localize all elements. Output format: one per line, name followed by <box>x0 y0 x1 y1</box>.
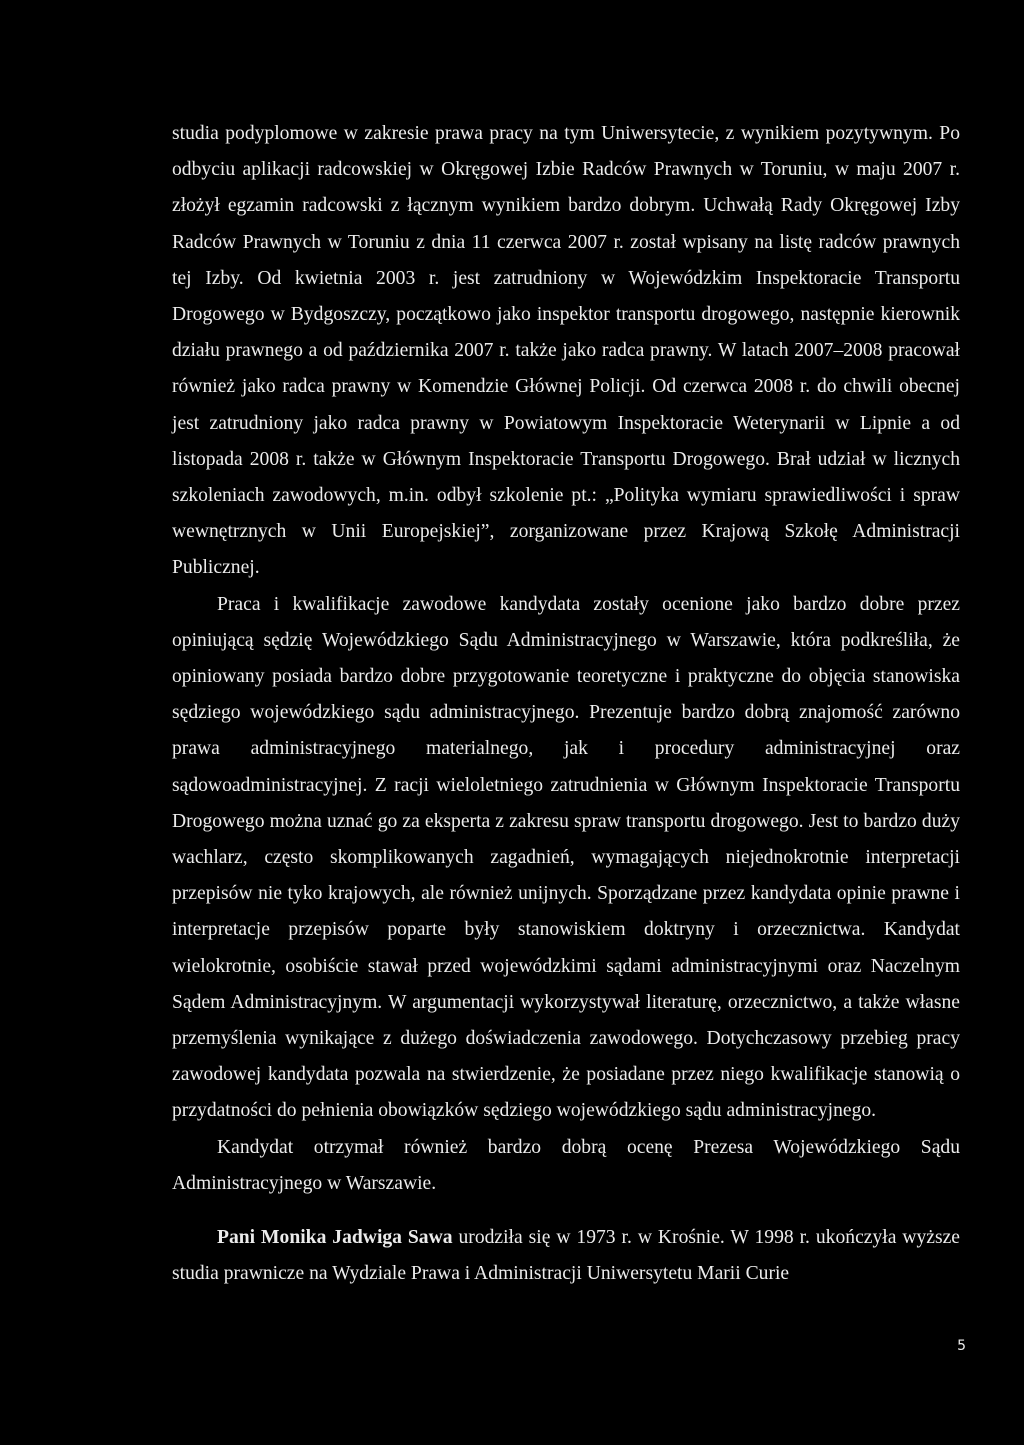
paragraph-president-rating: Kandydat otrzymał również bardzo dobrą ocenę Prezesa Wojewódzkiego Sądu Administracyjnego w Warszawie. <box>172 1136 960 1194</box>
document-page <box>172 116 960 1293</box>
candidate-bio-text: urodziła się w 1973 r. w Krośnie. W 1998 r. ukończyła wyższe studia prawnicze na Wydziale Prawa i Administracji Uniwersytetu Marii Curie <box>172 1227 960 1285</box>
paragraph-career: studia podyplomowe w zakresie prawa pracy na tym Uniwersytecie, z wynikiem pozytywnym. Po odbyciu aplikacji radcowskiej w Okręgowej Izbie Radców Prawnych w Toruniu, w maju 2007 r. złożył egzamin radcowski z łącznym wynikiem bardzo dobrym. Uchwałą Rady Okręgowej Izby Radców Prawnych w Toruniu z dnia 11 czerwca 2007 r. został wpisany na listę radców prawnych tej Izby. Od kwietnia 2003 r. jest zatrudniony w Wojewódzkim Inspektoracie Transportu Drogowego w Bydgoszczy, początkowo jako inspektor transportu drogowego, następnie kierownik działu prawnego a od października 2007 r. także jako radca prawny. W latach 2007–2008 pracował również jako radca prawny w Komendzie Głównej Policji. Od czerwca 2008 r. do chwili obecnej jest zatrudniony jako radca prawny w Powiatowym Inspektoracie Weterynarii w Lipnie a od listopada 2008 r. także w Głównym Inspektoracie Transportu Drogowego. Brał udział w licznych szkoleniach zawodowych, m.in. odbył szkolenie pt.: „Polityka wymiaru sprawiedliwości i spraw wewnętrznych w Unii Europejskiej”, zorganizowane przez Krajową Szkołę Administracji Publicznej. <box>172 123 960 579</box>
page-number: 5 <box>957 1338 966 1354</box>
paragraph-evaluation: Praca i kwalifikacje zawodowe kandydata zostały ocenione jako bardzo dobre przez opiniującą sędzię Wojewódzkiego Sądu Administracyjnego w Warszawie, która podkreśliła, że opiniowany posiada bardzo dobre przygotowanie teoretyczne i praktyczne do objęcia stanowiska sędziego wojewódzkiego sądu administracyjnego. Prezentuje bardzo dobrą znajomość zarówno prawa administracyjnego materialnego, jak i procedury administracyjnej oraz sądowoadministracyjnej. Z racji wieloletniego zatrudnienia w Głównym Inspektoracie Transportu Drogowego można uznać go za eksperta z zakresu spraw transportu drogowego. Jest to bardzo duży wachlarz, często skomplikowanych zagadnień, wymagających niejednokrotnie interpretacji przepisów nie tyko krajowych, ale również unijnych. Sporządzane przez kandydata opinie prawne i interpretacje przepisów poparte były stanowiskiem doktryny i orzecznictwa. Kandydat wielokrotnie, osobiście stawał przed wojewódzkimi sądami administracyjnymi oraz Naczelnym Sądem Administracyjnym. W argumentacji wykorzystywał literaturę, orzecznictwo, a także własne przemyślenia wynikające z dużego doświadczenia zawodowego. Dotychczasowy przebieg pracy zawodowej kandydata pozwala na stwierdzenie, że posiadane przez niego kwalifikacje stanowią o przydatności do pełnienia obowiązków sędziego wojewódzkiego sądu administracyjnego. <box>172 593 960 1122</box>
paragraph-candidate-sawa <box>172 1220 960 1292</box>
candidate-name: Pani Monika Jadwiga Sawa <box>217 1227 453 1249</box>
